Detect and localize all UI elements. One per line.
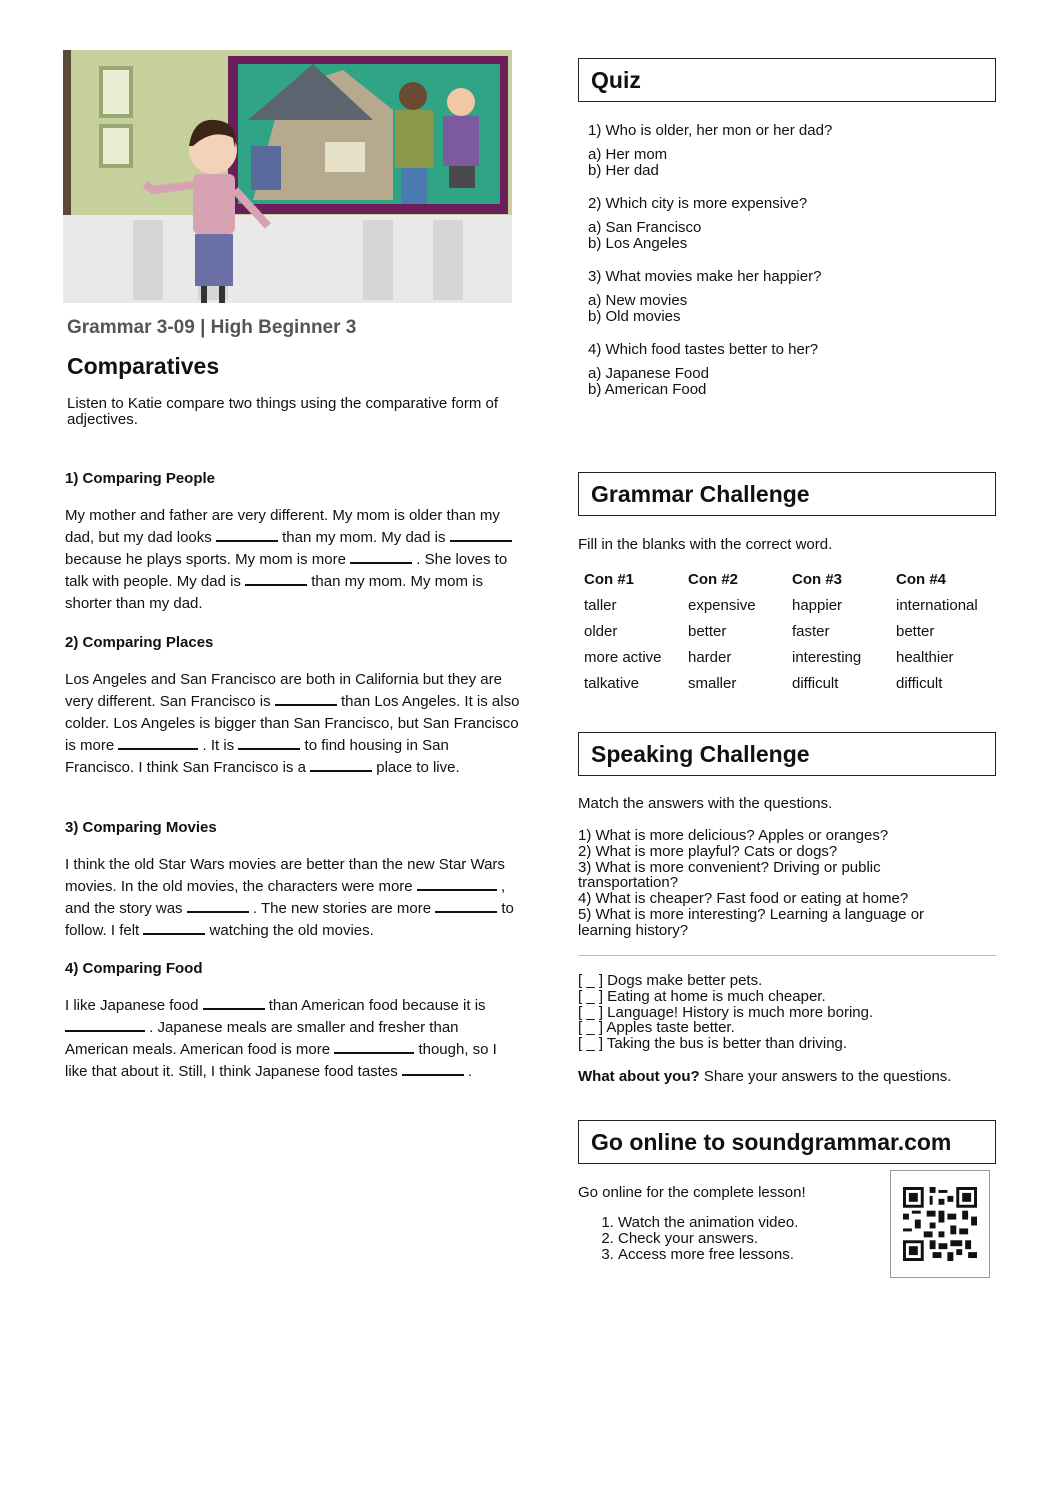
speaking-answers xyxy=(578,973,873,1052)
table-row xyxy=(580,592,996,618)
blank-field[interactable] xyxy=(245,572,307,586)
table-cell: smaller xyxy=(688,674,737,692)
table-cell: healthier xyxy=(896,648,954,666)
section-paragraph: Los Angeles and San Francisco are both in California but they are very different. San Francisco is than Los Angeles. It is also colder. Los Angeles is bigger than San Francisco, but San Francisco is more . It is to find housing in San Francisco. I think San Francisco is a place to live. xyxy=(65,671,520,776)
section-4 xyxy=(63,960,520,1083)
blank-field[interactable] xyxy=(275,692,337,706)
grammar-challenge-header: Grammar Challenge xyxy=(578,472,996,516)
answer-checkbox[interactable]: [ _ ] Dogs make better pets. xyxy=(578,972,763,989)
section-paragraph: I think the old Star Wars movies are better than the new Star Wars movies. In the old movies, the characters were more , and the story was . The new stories are more to follow. I felt watching the old movies. xyxy=(65,856,514,939)
answer-checkbox[interactable]: [ _ ] Language! History is much more boring. xyxy=(578,1003,874,1021)
online-intro: Go online for the complete lesson! xyxy=(578,1184,806,1201)
table-cell: taller xyxy=(584,596,617,614)
divider xyxy=(578,955,996,956)
option-a[interactable]: a) Her mom xyxy=(588,146,668,163)
quiz-list xyxy=(578,122,996,398)
online-header[interactable]: Go online to soundgrammar.com xyxy=(578,1120,996,1164)
question-text: 1) Who is older, her mon or her dad? xyxy=(588,122,833,139)
quiz-header: Quiz xyxy=(578,58,996,102)
question-text: 3) What movies make her happier? xyxy=(588,268,822,285)
table-cell: better xyxy=(896,622,935,640)
list-item: 3) What is more convenient? Driving or public transportation? xyxy=(578,858,881,892)
column-header: Con #2 xyxy=(688,570,739,588)
section-paragraph: I like Japanese food than American food because it is . Japanese meals are smaller and fresher than American meals. American food is more though, so I like that about it. Still, I think Japanese food tastes . xyxy=(65,997,497,1080)
option-b[interactable]: b) American Food xyxy=(588,381,707,398)
option-a[interactable]: a) San Francisco xyxy=(588,219,702,236)
blank-field[interactable] xyxy=(203,996,265,1010)
question-text: 2) Which city is more expensive? xyxy=(588,195,808,212)
table-row xyxy=(580,618,996,644)
table-cell: difficult xyxy=(792,674,839,692)
table-cell: difficult xyxy=(896,674,943,692)
table-cell: better xyxy=(688,622,727,640)
table-cell: talkative xyxy=(584,674,640,692)
question-text: 4) Which food tastes better to her? xyxy=(588,341,819,358)
blank-field[interactable] xyxy=(402,1062,464,1076)
section-paragraph: My mother and father are very different. My mom is older than my dad, but my dad looks than my mom. My dad is because he plays sports. My mom is more . She loves to talk with people. My dad is than my mom. My mom is shorter than my dad. xyxy=(65,505,520,615)
blank-field[interactable] xyxy=(350,550,412,564)
section-1 xyxy=(63,470,520,615)
blank-field[interactable] xyxy=(310,758,372,772)
list-item: 2. Check your answers. xyxy=(618,1231,996,1247)
lesson-subtitle: Grammar 3-09 | High Beginner 3 xyxy=(67,317,357,338)
table-cell: more active xyxy=(584,648,662,666)
list-item: 5) What is more interesting? Learning a language or learning history? xyxy=(578,905,925,939)
blank-field[interactable] xyxy=(450,528,512,542)
column-header: Con #4 xyxy=(896,570,947,588)
table-cell: international xyxy=(896,596,978,614)
blank-field[interactable] xyxy=(334,1040,414,1054)
table-row xyxy=(580,644,996,670)
list-item: 3. Access more free lessons. xyxy=(618,1247,996,1263)
list-item: 1) What is more delicious? Apples or oranges? xyxy=(578,827,889,844)
list-item: 4) What is cheaper? Fast food or eating at home? xyxy=(578,890,909,908)
table-cell: harder xyxy=(688,648,732,666)
online-section xyxy=(578,1170,996,1280)
blank-field[interactable] xyxy=(417,877,497,891)
lesson-illustration xyxy=(63,50,512,303)
list-item: 2) What is more playful? Cats or dogs? xyxy=(578,842,838,860)
option-b[interactable]: b) Los Angeles xyxy=(588,235,688,252)
qr-code[interactable] xyxy=(890,1170,990,1278)
conjugation-table xyxy=(580,566,996,696)
answer-checkbox[interactable]: [ _ ] Taking the bus is better than driving. xyxy=(578,1035,848,1053)
option-b[interactable]: b) Her dad xyxy=(588,162,659,179)
section-heading: 3) Comparing Movies xyxy=(65,819,217,836)
option-b[interactable]: b) Old movies xyxy=(588,308,681,325)
section-heading: 1) Comparing People xyxy=(65,470,216,487)
speaking-challenge-header: Speaking Challenge xyxy=(578,732,996,776)
what-about-you: What about you? Share your answers to the questions. xyxy=(578,1068,952,1085)
speaking-instruction: Match the answers with the questions. xyxy=(578,795,833,812)
blank-field[interactable] xyxy=(65,1018,145,1032)
blank-field[interactable] xyxy=(238,736,300,750)
section-3 xyxy=(63,819,520,942)
quiz-question xyxy=(578,195,996,252)
option-a[interactable]: a) New movies xyxy=(588,292,688,309)
blank-field[interactable] xyxy=(435,899,497,913)
section-2 xyxy=(63,634,520,779)
right-column xyxy=(578,58,996,1263)
table-header-row xyxy=(580,566,996,592)
blank-field[interactable] xyxy=(118,736,198,750)
lesson-intro: Listen to Katie compare two things using the comparative form of adjectives. xyxy=(67,395,499,428)
option-a[interactable]: a) Japanese Food xyxy=(588,365,709,382)
column-header: Con #1 xyxy=(584,570,635,588)
table-row xyxy=(580,670,996,696)
table-cell: faster xyxy=(792,622,830,640)
quiz-question xyxy=(578,268,996,325)
left-column xyxy=(63,50,523,1080)
speaking-questions xyxy=(578,828,996,939)
table-cell: happier xyxy=(792,596,843,614)
table-cell: interesting xyxy=(792,648,862,666)
blank-field[interactable] xyxy=(216,528,278,542)
section-heading: 4) Comparing Food xyxy=(65,960,203,977)
quiz-question xyxy=(578,341,996,398)
answer-checkbox[interactable]: [ _ ] Eating at home is much cheaper. xyxy=(578,987,826,1005)
list-item: 1. Watch the animation video. xyxy=(618,1215,996,1231)
blank-field[interactable] xyxy=(143,921,205,935)
answer-checkbox[interactable]: [ _ ] Apples taste better. xyxy=(578,1019,735,1037)
column-header: Con #3 xyxy=(792,570,843,588)
table-cell: expensive xyxy=(688,596,756,614)
quiz-question xyxy=(578,122,996,179)
blank-field[interactable] xyxy=(187,899,249,913)
table-cell: older xyxy=(584,622,618,640)
section-heading: 2) Comparing Places xyxy=(65,634,214,651)
lesson-title: Comparatives xyxy=(67,353,220,379)
qr-code-icon xyxy=(903,1187,977,1261)
cartoon-scene-image xyxy=(63,50,512,303)
grammar-instruction: Fill in the blanks with the correct word. xyxy=(578,536,833,553)
